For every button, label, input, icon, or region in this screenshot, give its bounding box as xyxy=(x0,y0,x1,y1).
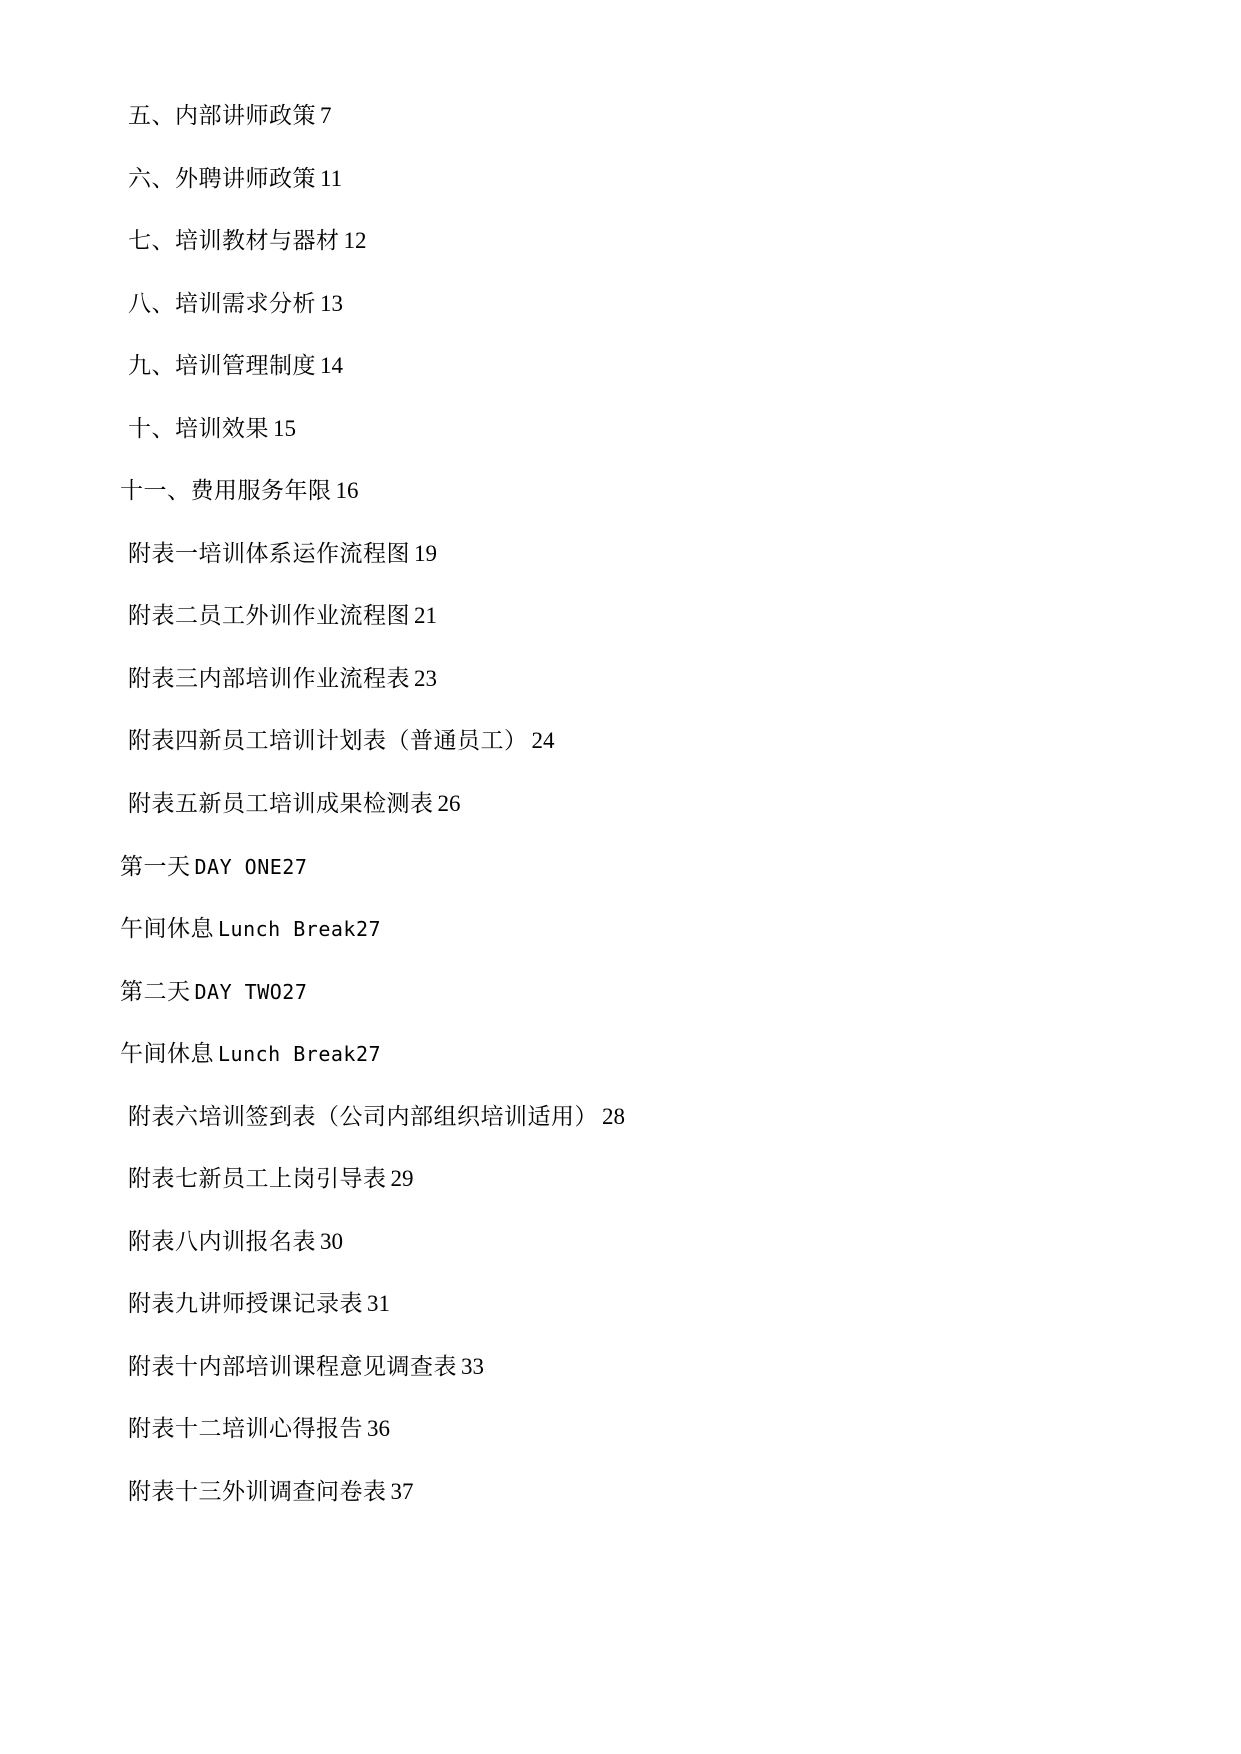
table-of-contents xyxy=(120,100,1121,1507)
toc-entry-label: 内部培训课程意见调查表 xyxy=(198,1352,457,1379)
toc-entry-label: 六、外聘讲师政策 xyxy=(128,164,316,191)
toc-entry-page: 12 xyxy=(343,228,367,254)
toc-entry-page: 26 xyxy=(437,791,461,817)
toc-entry-prefix: 附表十 xyxy=(128,1353,199,1379)
toc-entry[interactable] xyxy=(120,538,1121,569)
toc-entry-page: 21 xyxy=(414,603,437,629)
toc-entry-prefix: 附表五 xyxy=(128,791,199,817)
toc-entry-latin: Lunch Break xyxy=(218,1042,356,1067)
toc-entry[interactable] xyxy=(120,663,1121,694)
toc-entry-prefix: 附表七 xyxy=(128,1166,199,1192)
toc-entry-label: 七、培训教材与器材 xyxy=(128,227,340,254)
toc-entry-label: 新员工培训计划表（普通员工） xyxy=(198,727,528,754)
toc-entry-page: 29 xyxy=(390,1166,414,1192)
toc-entry-page: 24 xyxy=(531,728,555,754)
toc-entry[interactable] xyxy=(120,413,1121,444)
toc-entry-page: 37 xyxy=(390,1479,414,1505)
toc-entry[interactable] xyxy=(120,976,1121,1007)
toc-entry-prefix: 附表六 xyxy=(128,1103,199,1129)
toc-entry-latin: DAY ONE xyxy=(194,854,283,879)
toc-entry-page: 16 xyxy=(335,478,359,504)
toc-entry[interactable] xyxy=(120,1476,1121,1507)
toc-entry-page: 33 xyxy=(461,1353,484,1379)
toc-entry[interactable] xyxy=(120,100,1121,131)
toc-entry-page: 19 xyxy=(414,540,437,566)
toc-entry-label: 九、培训管理制度 xyxy=(128,352,316,379)
toc-entry[interactable] xyxy=(120,725,1121,756)
toc-entry-page: 31 xyxy=(367,1291,390,1317)
toc-entry-page: 27 xyxy=(282,979,308,1004)
toc-entry[interactable] xyxy=(120,163,1121,194)
toc-entry-label: 新员工上岗引导表 xyxy=(198,1165,387,1192)
toc-entry[interactable] xyxy=(120,913,1121,944)
toc-entry-page: 36 xyxy=(367,1416,390,1442)
toc-entry-label: 培训签到表（公司内部组织培训适用） xyxy=(198,1103,598,1129)
toc-entry-label: 午间休息 xyxy=(120,915,214,942)
toc-entry[interactable] xyxy=(120,1226,1121,1257)
toc-entry[interactable] xyxy=(120,1101,1121,1132)
toc-entry[interactable] xyxy=(120,1163,1121,1194)
toc-entry-page: 13 xyxy=(320,290,343,316)
toc-entry-label: 讲师授课记录表 xyxy=(198,1290,363,1317)
toc-entry[interactable] xyxy=(120,788,1121,819)
toc-entry-label: 十一、费用服务年限 xyxy=(120,477,332,504)
toc-entry-prefix: 附表十三 xyxy=(128,1479,222,1505)
toc-entry[interactable] xyxy=(120,475,1121,506)
toc-entry-label: 培训心得报告 xyxy=(222,1415,363,1442)
toc-entry[interactable] xyxy=(120,1038,1121,1069)
toc-entry-label: 内部培训作业流程表 xyxy=(198,664,410,691)
toc-entry-page: 15 xyxy=(273,415,296,441)
toc-entry-page: 11 xyxy=(320,165,343,191)
toc-entry-page: 27 xyxy=(355,1042,382,1067)
toc-entry[interactable] xyxy=(120,225,1121,256)
toc-entry-page: 23 xyxy=(414,665,437,691)
toc-entry-prefix: 附表四 xyxy=(128,728,199,754)
toc-entry-prefix: 附表十二 xyxy=(128,1416,222,1442)
toc-entry-label: 第二天 xyxy=(120,977,191,1004)
toc-entry-page: 27 xyxy=(355,917,382,942)
toc-entry-label: 员工外训作业流程图 xyxy=(198,602,410,629)
toc-entry-label: 培训体系运作流程图 xyxy=(198,539,410,566)
toc-entry[interactable] xyxy=(120,288,1121,319)
toc-entry[interactable] xyxy=(120,851,1121,882)
toc-entry-label: 第一天 xyxy=(120,852,191,879)
toc-entry[interactable] xyxy=(120,1351,1121,1382)
toc-entry[interactable] xyxy=(120,350,1121,381)
toc-entry-label: 新员工培训成果检测表 xyxy=(198,790,434,817)
toc-entry-page: 30 xyxy=(320,1228,343,1254)
toc-entry[interactable] xyxy=(120,1288,1121,1319)
toc-entry-latin: Lunch Break xyxy=(218,917,356,942)
toc-entry-label: 十、培训效果 xyxy=(128,414,269,441)
toc-entry-label: 午间休息 xyxy=(120,1040,214,1067)
toc-entry-prefix: 附表二 xyxy=(128,603,199,629)
toc-entry-latin: DAY TWO xyxy=(194,979,283,1004)
toc-entry-label: 五、内部讲师政策 xyxy=(128,102,316,128)
toc-entry-prefix: 附表八 xyxy=(128,1228,199,1254)
toc-entry-label: 外训调查问卷表 xyxy=(222,1478,387,1505)
toc-entry-prefix: 附表九 xyxy=(128,1291,199,1317)
toc-entry-page: 14 xyxy=(320,353,343,379)
toc-entry-prefix: 附表一 xyxy=(128,540,199,566)
toc-entry-page: 7 xyxy=(320,103,332,128)
toc-entry-page: 27 xyxy=(282,854,308,879)
toc-entry-prefix: 附表三 xyxy=(128,665,199,691)
toc-entry-label: 内训报名表 xyxy=(198,1227,316,1254)
toc-entry-label: 八、培训需求分析 xyxy=(128,289,316,316)
toc-entry-page: 28 xyxy=(602,1103,625,1129)
toc-entry[interactable] xyxy=(120,600,1121,631)
toc-entry[interactable] xyxy=(120,1413,1121,1444)
